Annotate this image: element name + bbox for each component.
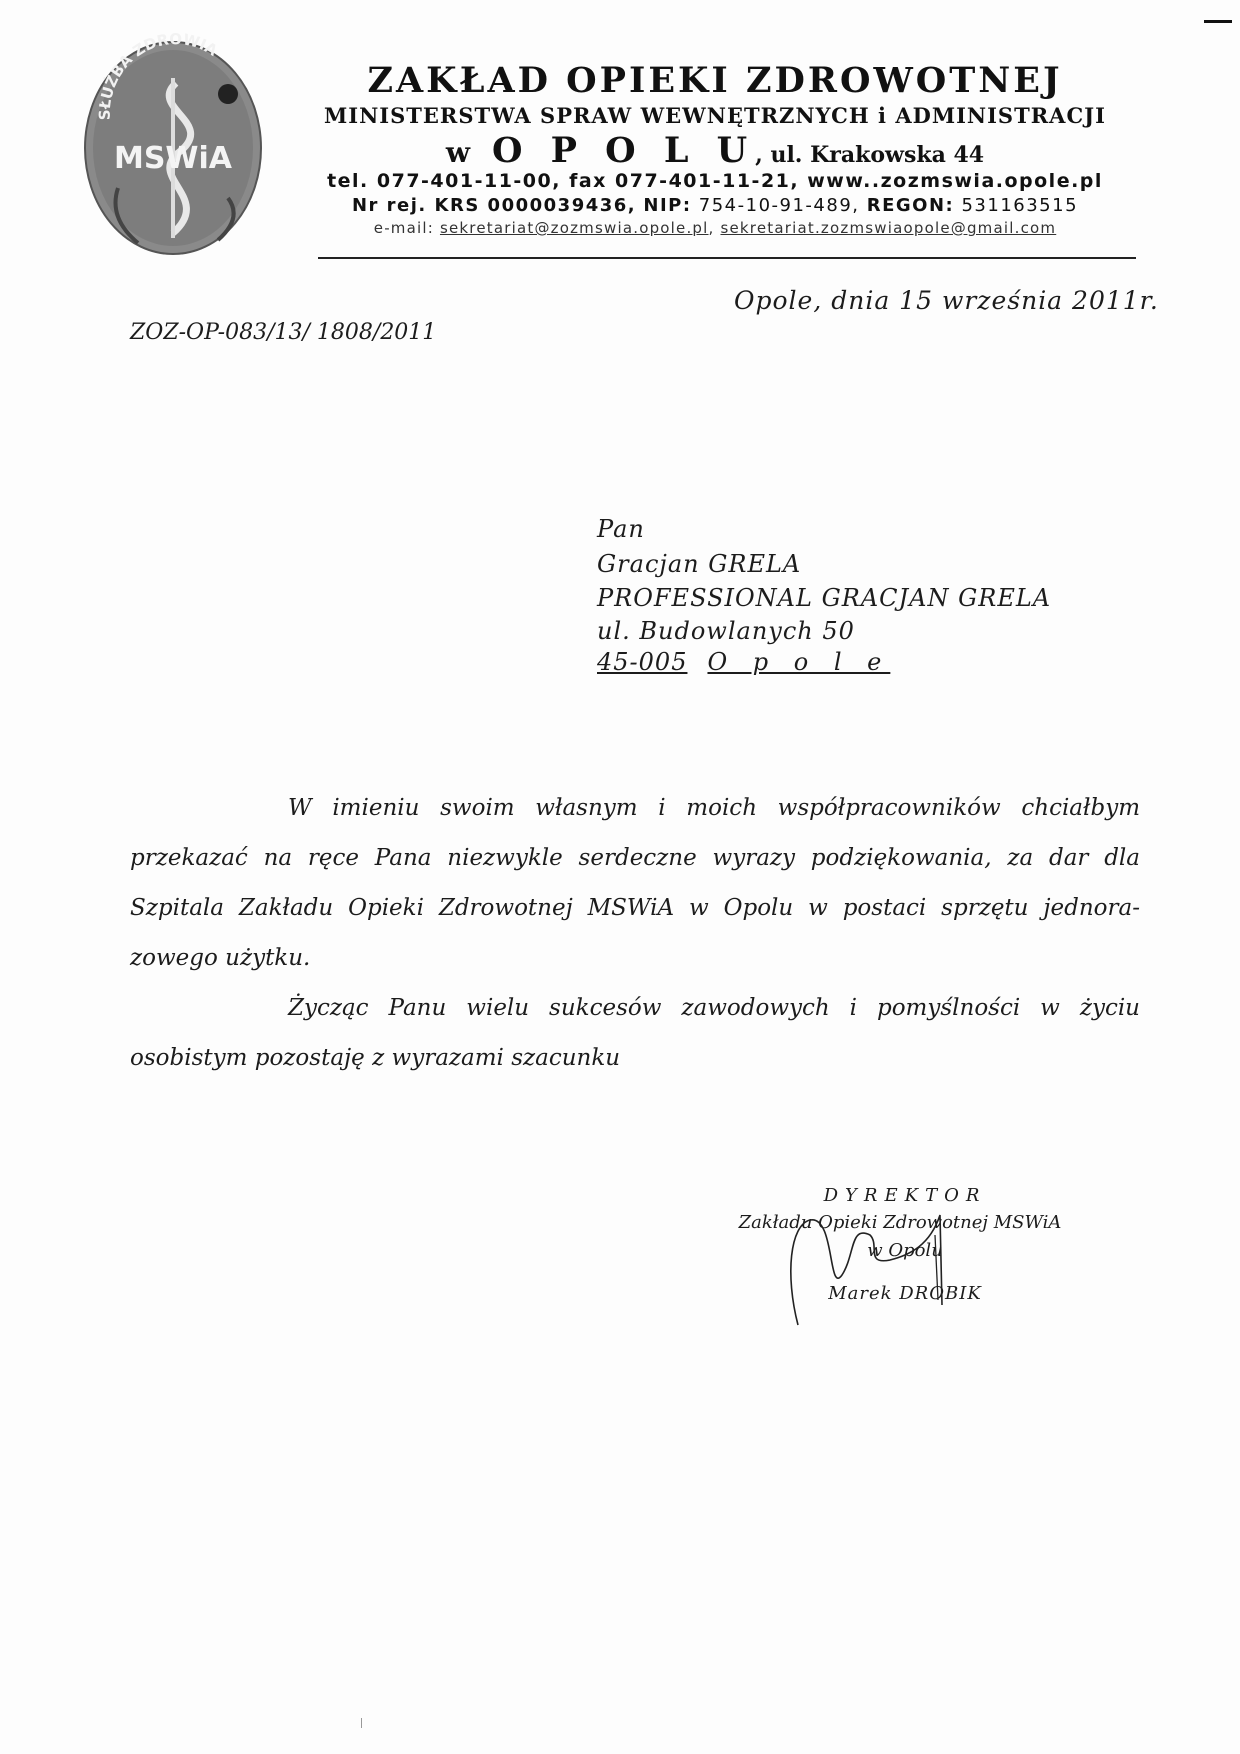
reference-number: ZOZ-OP-083/13/ 1808/2011 — [130, 320, 437, 345]
recipient-salutation: Pan — [597, 515, 645, 543]
nip-label: NIP: — [643, 195, 692, 216]
recipient-postcode: 45-005 — [597, 648, 688, 676]
scan-mark — [1204, 20, 1232, 23]
recipient-street: ul. Budowlanych 50 — [597, 617, 855, 645]
regon-value: 531163515 — [961, 195, 1079, 216]
letter-date: Opole, dnia 15 września 2011r. — [734, 286, 1159, 315]
body-line: przekazać na ręce Pana niezwykle serdeczne wyrazy podziękowania, za dar dla — [130, 845, 1140, 871]
street-address: , ul. Krakowska 44 — [755, 142, 985, 168]
logo-initials: MSWiA — [113, 141, 233, 176]
institution-location — [300, 130, 1130, 171]
handwritten-signature — [780, 1205, 970, 1335]
recipient-company: PROFESSIONAL GRACJAN GRELA — [597, 584, 1052, 612]
email-label: e-mail: — [373, 219, 434, 237]
recipient-postal-line — [597, 648, 890, 676]
mswia-health-service-logo — [78, 28, 268, 258]
city-prefix: w — [445, 136, 470, 169]
registration-line — [300, 195, 1130, 216]
body-line: Życząc Panu wielu sukcesów zawodowych i pomyślności w życiu — [288, 995, 1140, 1021]
email-link-secretariat[interactable]: sekretariat@zozmswia.opole.pl — [439, 219, 709, 237]
scan-artifact — [361, 1718, 362, 1728]
letterhead-divider — [318, 257, 1136, 259]
signatory-name: Marek DROBIK — [828, 1283, 982, 1304]
email-separator: , — [708, 219, 715, 237]
signature-title: DYREKTOR — [823, 1185, 987, 1206]
regon-label: REGON: — [866, 195, 955, 216]
signature-location: w Opolu — [867, 1240, 943, 1261]
recipient-name: Gracjan GRELA — [597, 550, 802, 578]
signature-institution: Zakładu Opieki Zdrowotnej MSWiA — [738, 1212, 1062, 1233]
nip-value: 754-10-91-489, — [698, 195, 860, 216]
body-line: W imieniu swoim własnym i moich współpracowników chciałbym — [288, 795, 1140, 821]
city-name: O P O L U — [491, 130, 756, 171]
recipient-city: O p o l e — [707, 648, 891, 676]
ministry-name: MINISTERSTWA SPRAW WEWNĘTRZNYCH i ADMINISTRACJI — [324, 103, 1106, 128]
body-line: osobistym pozostaję z wyrazami szacunku — [130, 1045, 621, 1071]
contact-line: tel. 077-401-11-00, fax 077-401-11-21, www..zozmswia.opole.pl — [327, 170, 1103, 192]
krs-number: Nr rej. KRS 0000039436, — [351, 195, 637, 216]
email-line — [300, 219, 1130, 237]
body-line: Szpitala Zakładu Opieki Zdrowotnej MSWiA w Opolu w postaci sprzętu jednora- — [130, 895, 1140, 921]
logo-arc-text: SŁUŻBA ZDROWIA — [95, 30, 221, 121]
body-line: zowego użytku. — [130, 945, 311, 971]
institution-title: ZAKŁAD OPIEKI ZDROWOTNEJ — [367, 60, 1063, 101]
email-link-gmail[interactable]: sekretariat.zozmswiaopole@gmail.com — [720, 219, 1057, 237]
